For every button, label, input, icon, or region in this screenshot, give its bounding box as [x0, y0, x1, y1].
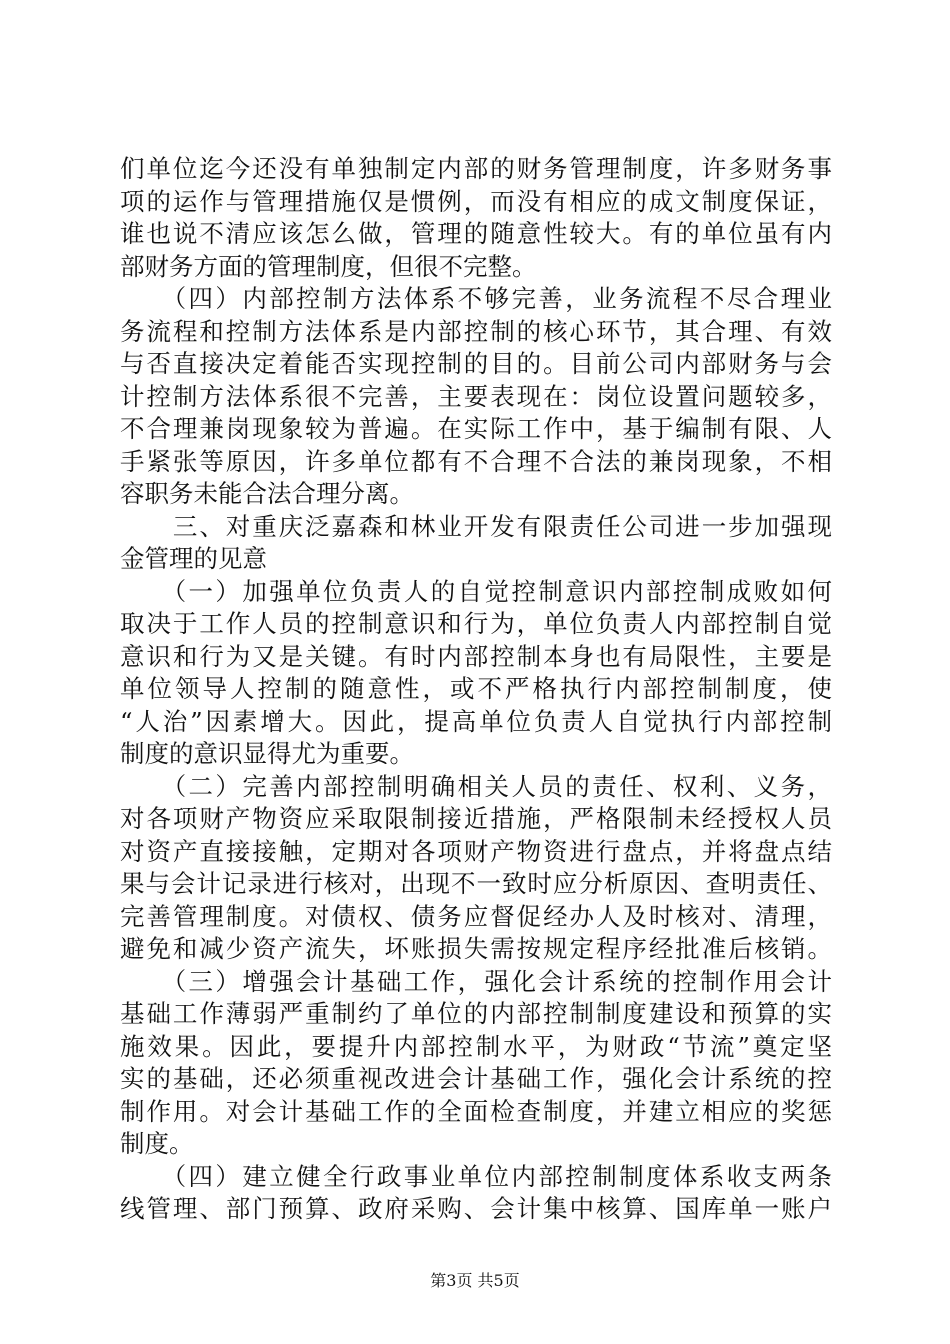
- text-line: 手紧张等原因，许多单位都有不合理不合法的兼岗现象，不相: [120, 446, 832, 476]
- text-line: 谁也说不清应该怎么做，管理的随意性较大。有的单位虽有内: [120, 219, 832, 248]
- text-line: 对各项财产物资应采取限制接近措施，严格限制未经授权人员: [120, 804, 832, 833]
- text-line: 完善管理制度。对债权、债务应督促经办人及时核对、清理，: [120, 901, 832, 931]
- text-line: （一）加强单位负责人的自觉控制意识内部控制成败如何: [120, 576, 832, 606]
- text-line: （四）内部控制方法体系不够完善，业务流程不尽合理业: [120, 284, 832, 313]
- text-line: 果与会计记录进行核对，出现不一致时应分析原因、查明责任、: [120, 869, 832, 898]
- text-line: 制度。: [120, 1129, 194, 1158]
- text-line: 基础工作薄弱严重制约了单位的内部控制制度建设和预算的实: [120, 999, 832, 1028]
- text-line: 线管理、部门预算、政府采购、会计集中核算、国库单一账户: [120, 1194, 832, 1223]
- text-line: 计控制方法体系很不完善，主要表现在：岗位设置问题较多，: [120, 381, 832, 411]
- page-footer: 第3页 共5页: [430, 1271, 520, 1290]
- text-line: 实的基础，还必须重视改进会计基础工作，强化会计系统的控: [120, 1064, 832, 1093]
- text-line: 对资产直接接触，定期对各项财产物资进行盘点，并将盘点结: [120, 836, 832, 866]
- text-line: （三）增强会计基础工作，强化会计系统的控制作用会计: [120, 966, 832, 996]
- text-line: 制作用。对会计基础工作的全面检查制度，并建立相应的奖惩: [120, 1096, 832, 1126]
- text-line: 项的运作与管理措施仅是惯例，而没有相应的成文制度保证，: [120, 186, 832, 216]
- text-line: 务流程和控制方法体系是内部控制的核心环节，其合理、有效: [120, 316, 832, 346]
- text-line: 施效果。因此，要提升内部控制水平，为财政“节流”奠定坚: [120, 1031, 832, 1061]
- text-line: （四）建立健全行政事业单位内部控制制度体系收支两条: [120, 1161, 832, 1191]
- text-line: 取决于工作人员的控制意识和行为，单位负责人内部控制自觉: [120, 609, 832, 638]
- text-line: 制度的意识显得尤为重要。: [120, 739, 414, 768]
- text-line: 部财务方面的管理制度，但很不完整。: [120, 251, 537, 281]
- text-line: 不合理兼岗现象较为普遍。在实际工作中，基于编制有限、人: [120, 414, 832, 443]
- text-line: 单位领导人控制的随意性，或不严格执行内部控制制度，使: [120, 674, 832, 703]
- text-line: 金管理的见意: [120, 544, 267, 573]
- text-line: 意识和行为又是关键。有时内部控制本身也有局限性，主要是: [120, 641, 832, 671]
- text-line: 与否直接决定着能否实现控制的目的。目前公司内部财务与会: [120, 349, 832, 378]
- document-body: [120, 153, 832, 1226]
- text-line: 三、对重庆泛嘉森和林业开发有限责任公司进一步加强现: [120, 511, 832, 541]
- text-line: 避免和减少资产流失，坏账损失需按规定程序经批准后核销。: [120, 934, 832, 963]
- text-line: 容职务未能合法合理分离。: [120, 479, 414, 508]
- text-line: “人治”因素增大。因此，提高单位负责人自觉执行内部控制: [120, 706, 832, 736]
- text-line: 们单位迄今还没有单独制定内部的财务管理制度，许多财务事: [120, 154, 832, 183]
- text-line: （二）完善内部控制明确相关人员的责任、权利、义务，: [120, 771, 832, 801]
